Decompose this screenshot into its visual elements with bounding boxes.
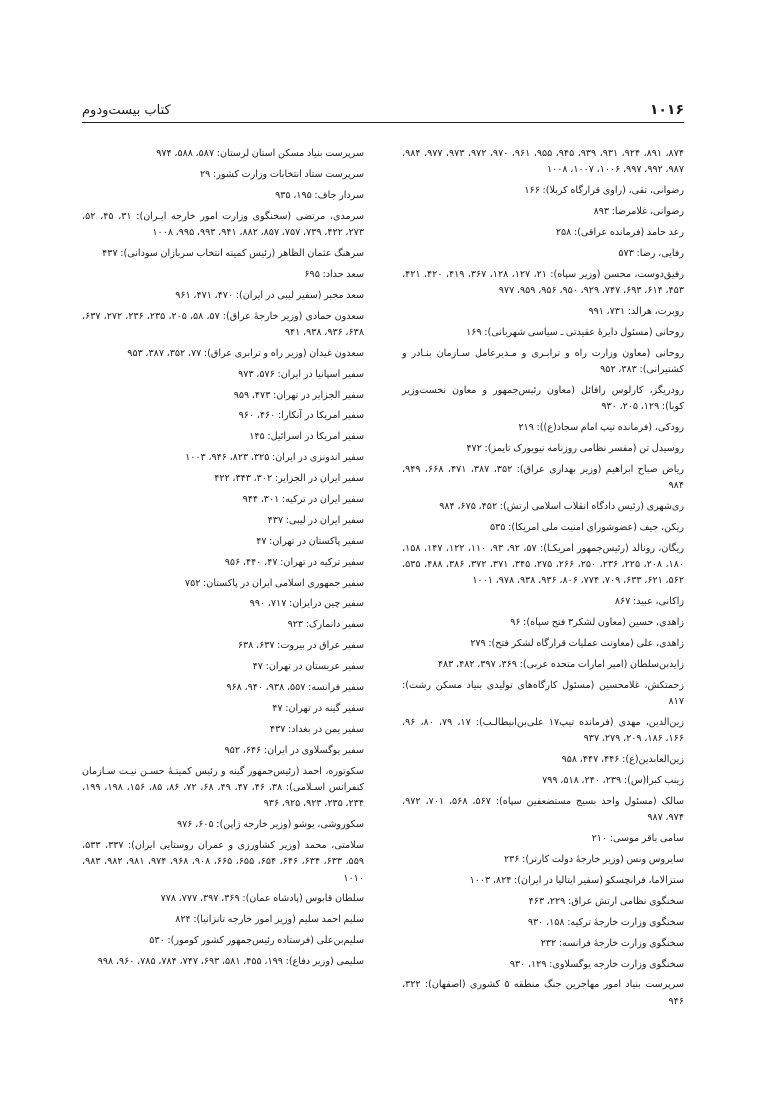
index-entry: سفیر ایران در ترکیه: ۳۰۱، ۹۴۴ [242,493,364,505]
index-entry: سلطان قابوس (پادشاه عمان): ۳۶۹، ۳۹۷، ۷۷۷، ۷۷۸ [160,893,364,905]
index-entry: سالک (مسئول واحد بسیج مستضعفین سپاه): ۵۶۷، ۵۶۸، ۷۰۱، ۹۷۲، ۹۷۴، ۹۸۷ [402,796,684,824]
index-entry: سفیر عراق در بیروت: ۶۳۷، ۶۳۸ [237,640,364,652]
index-entry: سایروس ونس (وزیر خارجهٔ دولت کارتر): ۲۳۶ [503,854,684,866]
index-entry: سرپرست ستاد انتخابات وزارت کشور: ۲۹ [200,168,364,180]
index-entry: ستزالاما، فرانچسکو (سفیر ایتالیا در ایران): ۸۲۴، ۱۰۰۳ [469,875,684,887]
index-entry: سکوروشی، یوشو (وزیر خارجه ژاپن): ۶۰۵، ۹۷۶ [176,819,364,831]
index-entry: سعد مجبر (سفیر لیبی در ایران): ۴۷۰، ۴۷۱، ۹۶۱ [175,289,364,301]
index-entry: زین‌العابدین(ع): ۴۴۶، ۴۴۷، ۹۵۸ [561,754,684,766]
index-entry: زینب کبرا(س): ۲۳۹، ۲۴۰، ۵۱۸، ۷۹۹ [542,775,684,787]
index-entry: سفیر ایران در الجزایر: ۳۰۲، ۳۴۳، ۴۲۲ [214,473,364,485]
index-entry: رضوانی، غلامرضا: ۸۹۳ [593,206,684,218]
index-entry: سفیر چین درایران: ۷۱۷، ۹۹۰ [249,598,364,610]
index-entry: زاهدی، علی (معاونت عملیات قرارگاه لشکر فتح): ۲۷۹ [470,638,684,650]
index-entry: سخنگوی وزارت خارجهٔ فرانسه: ۲۳۲ [540,937,684,949]
index-entry: رعد حامد (فرمانده عراقی): ۲۵۸ [555,226,684,238]
index-columns [82,146,684,1070]
index-entry: سردار جاف: ۱۹۵، ۹۳۵ [275,189,364,201]
index-entry: سفیر یوگسلاوی در ایران: ۶۴۶، ۹۵۲ [224,744,364,756]
index-entry: سلیم احمد سلیم (وزیر امور خارجه تانزانیا): ۸۲۴ [175,914,364,926]
index-entry: رودریگز، کارلوس رافائل (معاون رئیس‌جمهور و معاون نخست‌وزیر کوبا): ۱۲۹، ۲۰۵، ۹۳۰ [402,384,684,413]
index-entry: سکوتوره، احمد (رئیس‌جمهور گینه و رئیس کمیتـهٔ حسـن نیـت سـازمان کنفرانس اسـلامی): ۳۸، ۴۶، ۴۷، ۴۹، ۶۸، ۷۲، ۸۶، ۸۵، ۱۵۶، ۱۹۸، ۱۹۹، ۲۳۴، ۲۳۵، ۹۲۳، ۹۲۵، ۹۳۶ [82,765,365,810]
index-entry: ریگان، رونالد (رئیس‌جمهور امریکـا): ۵۷، ۹۲، ۹۳، ۱۱۰، ۱۲۲، ۱۴۷، ۱۵۸، ۱۸۰، ۲۰۸، ۲۲۵، ۲۳۶، ۲۵۰، ۲۶۶، ۲۷۵، ۳۴۵، ۳۷۱، ۳۷۲، ۳۸۶، ۴۸۸، ۵۳۵، ۵۶۲، ۶۲۱، ۶۳۳، ۷۰۹، ۷۷۴، ۸۰۶، ۹۳۶، ۹۳۸، ۹۷۸، ۱۰۰۱ [402,542,685,587]
index-entry: سفیر پاکستان در تهران: ۴۷ [256,535,364,547]
index-entry: رضوانی، تقی، (راوی قرارگاه کربلا): ۱۶۶ [524,185,684,197]
index-entry: رودکی، (فرمانده تیپ امام سجاد(ع)): ۲۱۹ [518,422,684,434]
index-column-left [82,146,364,1070]
page-number: ۱۰۱۶ [649,102,684,118]
index-entry: زین‌الدین، مهدی (فرمانده تیپ۱۷ علی‌بن‌ابیطالـب): ۱۷، ۷۹، ۸۰، ۹۶، ۱۶۶، ۱۸۶، ۲۰۹، ۲۷۹، ۹۳۷ [402,717,685,745]
index-entry: سرمدی، مرتضی (سخنگوی وزارت امور خارجه ایـران): ۳۱، ۴۵، ۵۲، ۲۷۳، ۴۲۲، ۷۳۹، ۷۵۷، ۸۵۷، ۸۸۲، ۹۴۱، ۹۹۳، ۹۹۵، ۱۰۰۸ [82,210,365,238]
index-entry: سفیر امریکا در اسرائیل: ۱۴۵ [249,431,364,443]
index-entry: سرپرست بنیاد امور مهاجرین جنگ منطقه ۵ کشوری (اصفهان): ۳۲۲، ۹۴۶ [402,979,684,1007]
index-entry: ریاض صباح ابراهیم (وزیر بهداری عراق): ۳۵۲، ۳۸۷، ۴۷۱، ۶۶۸، ۹۴۹، ۹۸۴ [402,463,684,492]
index-entry: سرهنگ عثمان الظاهر (رئیس کمیته انتخاب سربازان سودانی): ۴۳۷ [102,247,364,259]
page-header [82,92,684,118]
index-entry: سفیر ایران در لیبی: ۴۳۷ [267,514,364,526]
index-entry: زاهدی، حسین (معاون لشکر۳ فتح سپاه): ۹۶ [510,617,684,629]
index-entry: ریکن، جیف (عضوشورای امنیت ملی امریکا): ۵۳۵ [490,521,684,533]
index-entry: سخنگوی وزارت خارجه یوگسلاوی: ۱۲۹، ۹۳۰ [509,958,684,970]
index-entry: سفیر جمهوری اسلامی ایران در پاکستان: ۷۵۲ [184,577,364,589]
index-entry: ۸۷۴، ۸۹۱، ۹۲۴، ۹۳۱، ۹۳۹، ۹۴۵، ۹۵۵، ۹۶۱، ۹۷۰، ۹۷۲، ۹۷۳، ۹۷۷، ۹۸۴، ۹۸۷، ۹۹۲، ۹۹۷، ۱۰۰۶، ۱۰۰۷، ۱۰۰۸ [402,148,685,176]
index-entry: سعد حداد: ۶۹۵ [304,268,364,280]
index-entry: سلامتی، محمد (وزیر کشاورزی و عمران روستایی ایران): ۳۳۷، ۵۳۳، ۵۵۹، ۶۳۳، ۶۳۴، ۶۴۶، ۶۵۴، ۶۵۵، ۶۶۵، ۹۰۸، ۹۶۸، ۹۷۴، ۹۸۱، ۹۸۲، ۹۸۳، ۱۰۱۰ [82,839,365,884]
index-entry: سفیر اسپانیا در ایران: ۵۷۶، ۹۷۳ [238,368,364,380]
index-entry: سفیر فرانسه: ۵۵۷، ۹۳۸، ۹۴۰، ۹۶۸ [226,681,364,693]
index-entry: سفیر امریکا در آنکارا: ۴۶۰، ۹۶۰ [238,410,364,422]
index-entry: سلیمی (وزیر دفاع): ۱۹۹، ۴۵۵، ۵۸۱، ۶۹۳، ۷۴۷، ۷۸۴، ۷۸۵، ۹۶۰، ۹۹۸ [97,956,364,968]
index-entry: سلیم‌بن‌علی (فرستاده رئیس‌جمهور کشور کومور): ۵۳۰ [149,935,364,947]
index-entry: سعدون غیدان (وزیر راه و ترابری عراق): ۷۷، ۳۵۲، ۳۸۷، ۹۵۳ [127,347,364,359]
index-entry: روحانی (مسئول دایرهٔ عقیدتی ـ سیاسی شهربانی): ۱۶۹ [466,326,684,338]
index-entry: سفیر الجزایر در تهران: ۴۷۳، ۹۵۹ [233,389,364,401]
index-entry: زایدبن‌سلطان (امیر امارات متحده عربی): ۳۶۹، ۳۹۷، ۴۸۲، ۴۸۳ [437,659,684,670]
index-entry: زاکانی، عبید: ۸۶۷ [614,596,684,608]
index-entry: روسیدل تن (مفسر نظامی روزنامه نیویورک تایمز): ۴۷۲ [466,442,684,454]
index-entry: رفایی، رضا: ۵۷۳ [618,247,684,259]
header-rule [82,122,684,123]
index-entry: روحانی (معاون وزارت راه و ترابـری و مـدیرعامل سـازمان بنـادر و کشتیرانی): ۳۸۳، ۹۵۲ [402,347,684,376]
index-entry: سامی باقر موسی: ۲۱۰ [591,833,684,845]
index-entry: ری‌شهری (رئیس دادگاه انقلاب اسلامی ارتش): ۴۵۲، ۶۷۵، ۹۸۴ [439,501,684,513]
index-entry: سفیر دانمارک: ۹۲۳ [287,619,364,631]
book-title: کتاب بیست‌ودوم [82,103,171,118]
index-entry: رفیق‌دوست، محسن (وزیر سپاه): ۲۱، ۱۲۷، ۱۲۸، ۳۶۷، ۴۱۹، ۴۲۰، ۴۲۱، ۴۵۳، ۶۱۴، ۶۹۳، ۷۴۷، ۹۲۹، ۹۵۰، ۹۵۶، ۹۵۹، ۹۷۷ [402,268,684,297]
index-entry: روبرت، هرالد: ۷۳۱، ۹۹۱ [588,305,684,317]
index-entry: زحمتکش، غلامحسین (مسئول کارگاه‌های تولیدی بنیاد مسکن رشت): ۸۱۷ [402,679,684,708]
index-entry: سخنگوی وزارت خارجهٔ ترکیه: ۱۵۸، ۹۳۰ [527,916,684,928]
index-entry: سفیر ترکیه در تهران: ۴۷، ۴۴۰، ۹۵۶ [224,556,364,568]
index-entry: سعدون حمادی (وزیر خارجهٔ عراق): ۵۷، ۵۸، ۲۰۵، ۲۳۵، ۲۳۶، ۲۷۲، ۶۳۷، ۶۳۸، ۹۳۶، ۹۳۸، ۹۴۱ [82,310,364,338]
index-entry: سفیر یمن در بغداد: ۴۳۷ [269,723,364,735]
index-entry: سرپرست بنیاد مسکن استان لرستان: ۵۸۷، ۵۸۸، ۹۷۴ [156,148,364,159]
index-entry: سخنگوی نظامی ارتش عراق: ۲۲۹، ۴۶۳ [528,895,684,907]
index-entry: سفیر اندونزی در ایران: ۳۲۵، ۸۲۳، ۹۴۶، ۱۰۰۳ [185,452,364,464]
index-entry: سفیر عربستان در تهران: ۴۷ [252,661,364,673]
index-column-right [402,146,684,1070]
index-entry: سفیر گینه در تهران: ۴۷ [272,702,364,714]
